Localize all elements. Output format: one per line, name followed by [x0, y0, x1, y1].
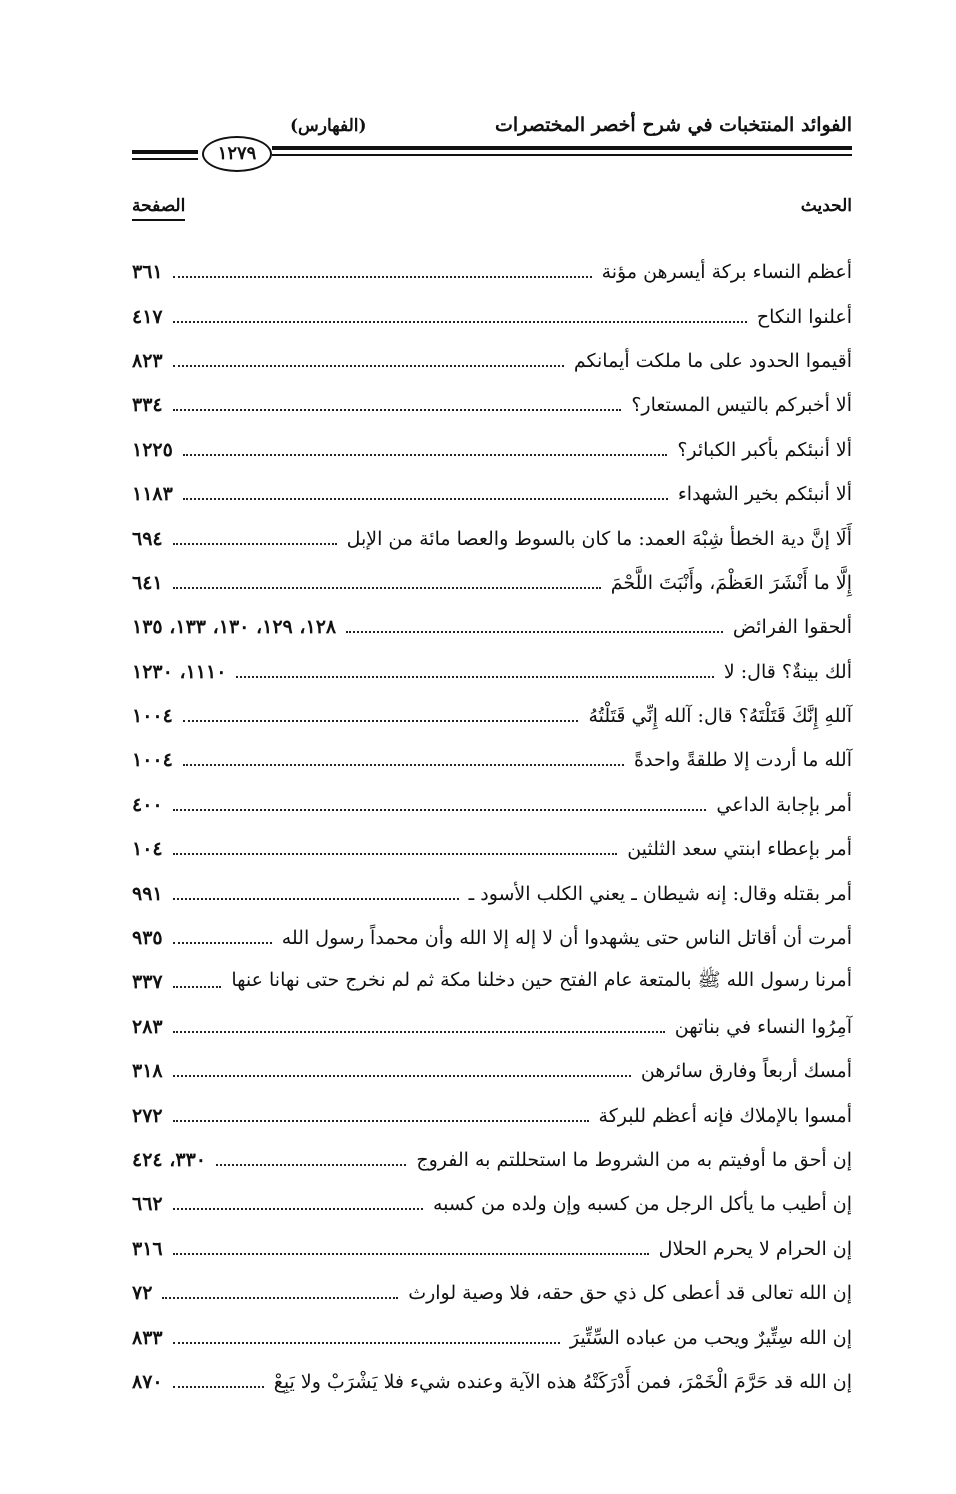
entry-text: أقيموا الحدود على ما ملكت أيمانكم — [573, 349, 852, 372]
index-entry — [132, 250, 852, 294]
column-headers — [132, 196, 852, 236]
entry-text: إن الحرام لا يحرم الحلال — [658, 1237, 852, 1260]
entry-text: أمر بإعطاء ابنتي سعد الثلثين — [627, 838, 852, 861]
entry-pages: ٤١٧ — [132, 305, 163, 328]
entry-text: آلله ما أردت إلا طلقةً واحدةً — [634, 749, 852, 772]
header-rule-thin — [272, 154, 852, 156]
index-entry — [132, 561, 852, 605]
index-entry — [132, 1049, 852, 1093]
header-rule-thick — [272, 146, 852, 150]
entry-pages: ٧٢ — [132, 1282, 153, 1305]
index-entry — [132, 650, 852, 694]
entry-pages: ٦٦٢ — [132, 1193, 163, 1216]
dot-leader — [173, 1208, 423, 1210]
entry-pages: ٩٩١ — [132, 882, 163, 905]
dot-leader — [173, 809, 707, 811]
entry-text: أعظم النساء بركة أيسرهن مؤنة — [601, 261, 852, 284]
index-entry — [132, 383, 852, 427]
dot-leader — [183, 720, 579, 722]
dot-leader — [173, 543, 337, 545]
dot-leader — [173, 986, 222, 988]
index-entry — [132, 1093, 852, 1137]
dot-leader — [173, 1075, 631, 1077]
entry-pages: ٣١٦ — [132, 1237, 163, 1260]
entry-text: أمسوا بالإملاك فإنه أعظم للبركة — [598, 1104, 852, 1127]
index-entry — [132, 1315, 852, 1359]
index-entry — [132, 1005, 852, 1049]
index-entry — [132, 738, 852, 782]
index-entry — [132, 605, 852, 649]
entry-pages: ٦٤١ — [132, 571, 163, 594]
entry-text: ألا أنبئكم بخير الشهداء — [677, 483, 852, 506]
entry-pages: ٣١٨ — [132, 1060, 163, 1083]
entry-text: إن أطيب ما يأكل الرجل من كسبه وإن ولده من كسبه — [433, 1193, 852, 1216]
entry-pages: ١١١٠، ١٢٣٠ — [132, 660, 227, 683]
entry-pages: ١١٨٣ — [132, 483, 173, 506]
dot-leader — [216, 1164, 406, 1166]
entry-text: ألا أنبئكم بأكبر الكبائر؟ — [677, 438, 852, 461]
entry-text: إِلَّا ما أَنْشَرَ العَظْمَ، وأَنْبَتَ اللَّحْمَ — [610, 571, 852, 594]
dot-leader — [183, 454, 667, 456]
dot-leader — [173, 321, 747, 323]
dot-leader — [173, 587, 601, 589]
entry-text: أمر بقتله وقال: إنه شيطان ـ يعني الكلب الأسود ـ — [468, 882, 852, 905]
dot-leader — [173, 365, 564, 367]
dot-leader — [173, 409, 622, 411]
index-entry — [132, 827, 852, 871]
page-number: ١٢٧٩ — [202, 136, 272, 172]
entry-pages: ٢٧٢ — [132, 1104, 163, 1127]
dot-leader — [173, 942, 272, 944]
index-entry — [132, 960, 852, 1004]
section-title: (الفهارس) — [290, 116, 367, 136]
index-entry — [132, 694, 852, 738]
dot-leader — [173, 853, 618, 855]
dot-leader — [236, 676, 713, 678]
dot-leader — [173, 1253, 649, 1255]
entry-text: إن الله تعالى قد أعطى كل ذي حق حقه، فلا وصية لوارث — [408, 1282, 852, 1305]
entry-pages: ١٢٢٥ — [132, 438, 173, 461]
book-title: الفوائد المنتخبات في شرح أخصر المختصرات — [494, 114, 852, 136]
entry-text: ألا أخبركم بالتيس المستعار؟ — [631, 394, 852, 417]
hadith-index-list — [132, 250, 852, 1404]
index-entry — [132, 294, 852, 338]
entry-pages: ٤٠٠ — [132, 793, 163, 816]
entry-pages: ١٠٠٤ — [132, 749, 173, 772]
entry-pages: ٨٧٠ — [132, 1370, 163, 1393]
index-entry — [132, 428, 852, 472]
entry-text: ألك بينةٌ؟ قال: لا — [723, 660, 852, 683]
entry-pages: ٣٣٠، ٤٢٤ — [132, 1149, 206, 1171]
hadith-column-header: الحديث — [800, 196, 852, 216]
dot-leader — [173, 1342, 560, 1344]
index-entry — [132, 916, 852, 960]
index-entry — [132, 783, 852, 827]
entry-text: أمسك أربعاً وفارق سائرهن — [640, 1060, 852, 1083]
header-rule-left-thick — [132, 150, 198, 154]
index-entry — [132, 1182, 852, 1226]
entry-pages: ٢٨٣ — [132, 1015, 163, 1038]
entry-text: أمرنا رسول الله ﷺ بالمتعة عام الفتح حين دخلنا مكة ثم لم نخرج حتى نهانا عنها — [231, 969, 852, 992]
dot-leader — [173, 1031, 665, 1033]
dot-leader — [173, 1120, 589, 1122]
dot-leader — [173, 898, 459, 900]
entry-pages: ٨٣٣ — [132, 1326, 163, 1349]
entry-pages: ٣٣٤ — [132, 394, 163, 417]
index-entry — [132, 1271, 852, 1315]
page-header — [132, 108, 852, 178]
dot-leader — [162, 1297, 398, 1299]
index-entry — [132, 1138, 852, 1182]
entry-text: أمرت أن أقاتل الناس حتى يشهدوا أن لا إله إلا الله وأن محمداً رسول الله — [281, 927, 852, 950]
entry-pages: ٣٦١ — [132, 261, 163, 284]
entry-text: أمر بإجابة الداعي — [716, 793, 852, 816]
page-column-header: الصفحة — [132, 196, 185, 221]
entry-text: إن أحق ما أوفيتم به من الشروط ما استحللتم به الفروج — [416, 1149, 852, 1171]
entry-text: أَلَا إنَّ دية الخطأ شِبْهَ العمد: ما كان بالسوط والعصا مائة من الإبل — [346, 527, 852, 550]
entry-pages: ١٠٠٤ — [132, 705, 173, 728]
index-entry — [132, 472, 852, 516]
header-rule-left-thin — [132, 158, 198, 160]
dot-leader — [183, 764, 624, 766]
dot-leader — [346, 631, 723, 633]
entry-pages: ١٢٨، ١٢٩، ١٣٠، ١٣٣، ١٣٥ — [132, 616, 337, 639]
entry-text: آمِرُوا النساء في بناتهن — [674, 1015, 852, 1038]
entry-text: ألحقوا الفرائض — [732, 616, 852, 639]
index-entry — [132, 339, 852, 383]
entry-pages: ٨٢٣ — [132, 349, 163, 372]
dot-leader — [173, 1386, 264, 1388]
index-entry — [132, 871, 852, 915]
entry-text: أعلنوا النكاح — [756, 305, 852, 328]
entry-text: إن الله قد حَرَّمَ الْخَمْرَ، فمن أَدْرَكَتْهُ هذه الآية وعنده شيء فلا يَشْرَبْ ولا يَبِعْ — [273, 1370, 852, 1393]
entry-text: آللهِ إِنَّكَ قَتَلْتَهُ؟ قال: آلله إِنِّي قَتَلْتُهُ — [588, 705, 852, 728]
index-entry — [132, 1360, 852, 1404]
entry-pages: ٩٣٥ — [132, 927, 163, 950]
dot-leader — [183, 498, 668, 500]
entry-pages: ٦٩٤ — [132, 527, 163, 550]
entry-pages: ٣٣٧ — [132, 971, 163, 994]
entry-pages: ١٠٤ — [132, 838, 163, 861]
index-entry — [132, 1227, 852, 1271]
entry-text: إن الله سِتِّيرٌ ويحب من عباده السِّتِّيرَ — [569, 1326, 852, 1349]
index-entry — [132, 516, 852, 560]
dot-leader — [173, 276, 592, 278]
